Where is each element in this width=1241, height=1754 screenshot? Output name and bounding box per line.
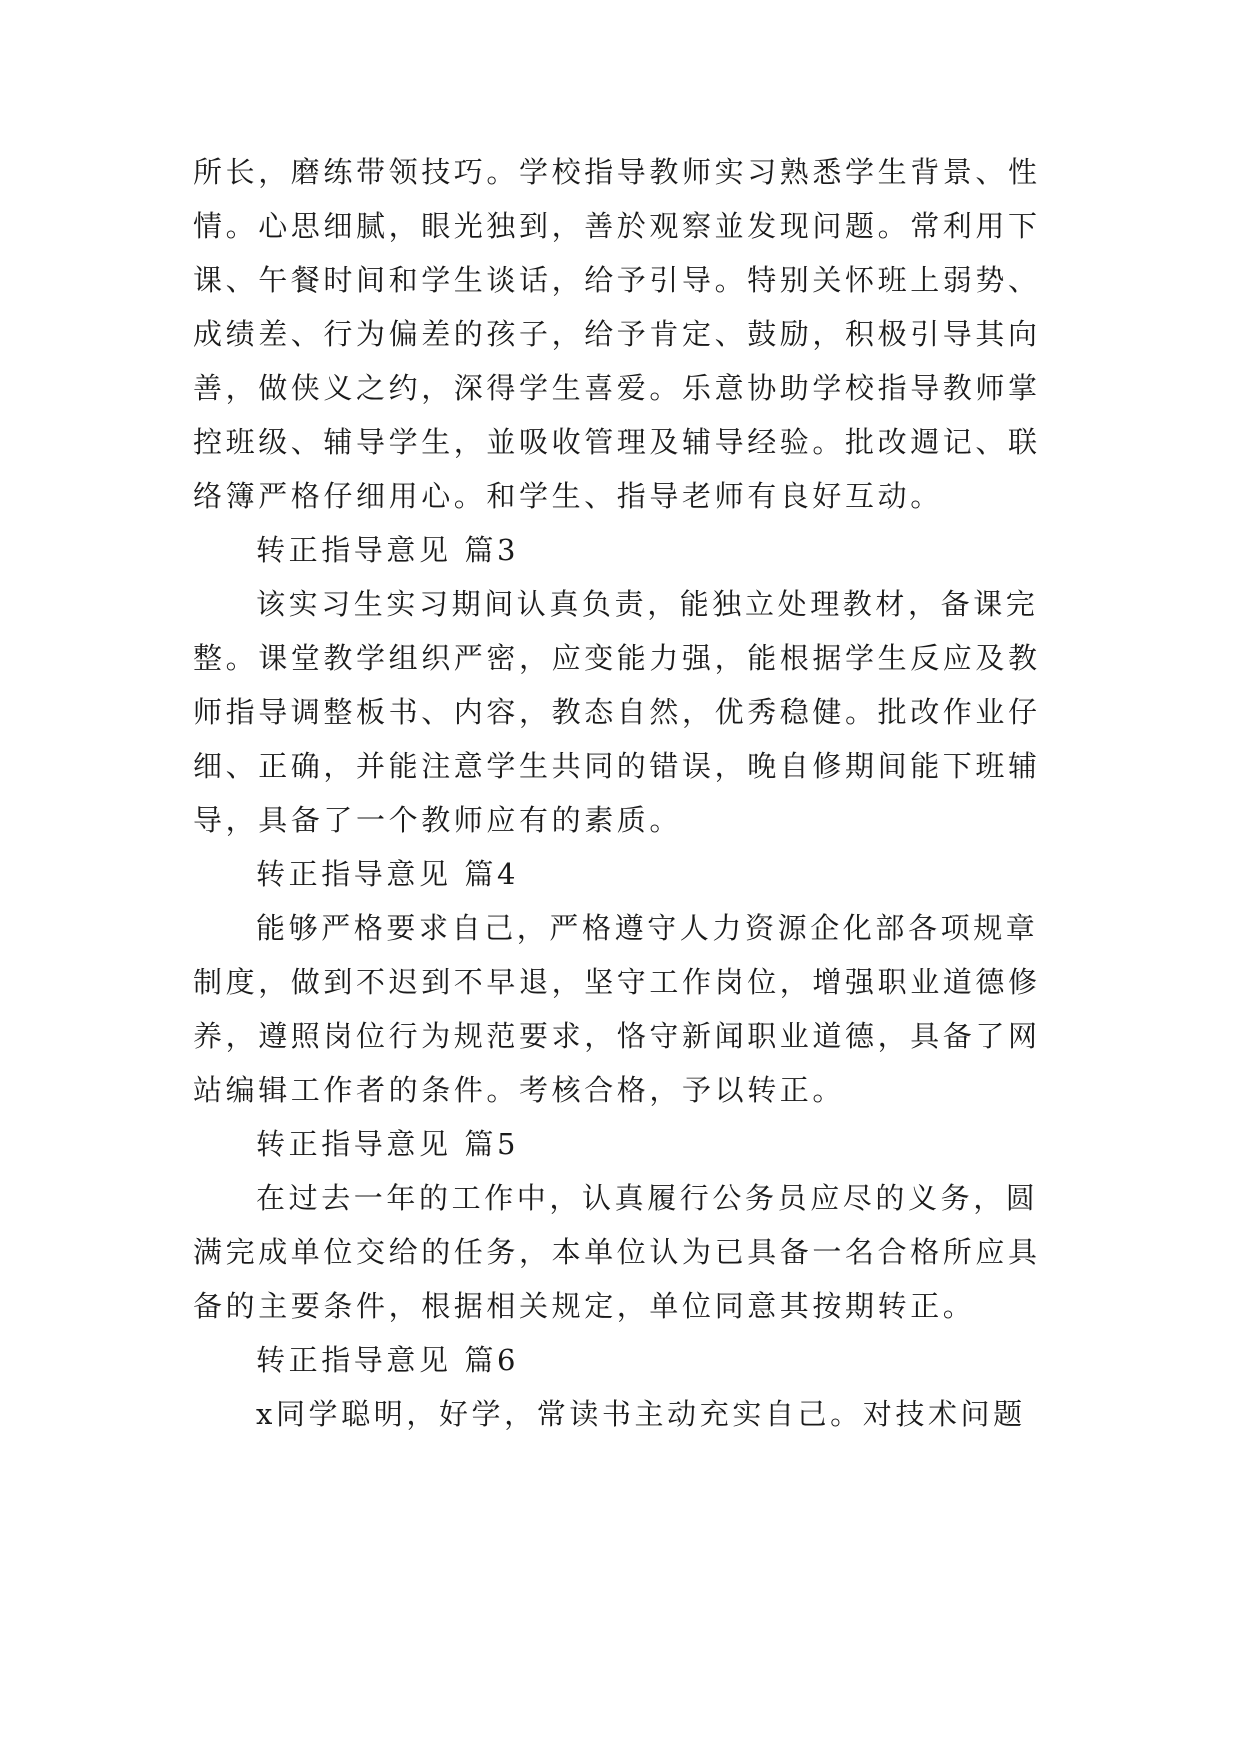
paragraph-first-line: x同学聪明，好学，常读书主动充实自己。对技术问题 [256,1397,1026,1431]
paragraph-first-line: 能够严格要求自己，严格遵守人力资源企化部各项规章 [256,911,1039,945]
section-heading: 转正指导意见 篇5 [256,1127,520,1161]
section-heading: 转正指导意见 篇4 [256,857,520,891]
text-line: 所长，磨练带领技巧。学校指导教师实习熟悉学生背景、性 [193,155,1041,189]
text-line: 师指导调整板书、内容，教态自然，优秀稳健。批改作业仔 [193,695,1041,729]
text-line: 情。心思细腻，眼光独到，善於观察並发现问题。常利用下 [193,209,1041,243]
text-line: 整。课堂教学组织严密，应变能力强，能根据学生反应及教 [193,641,1041,675]
paragraph-first-line: 在过去一年的工作中，认真履行公务员应尽的义务，圆 [256,1181,1039,1215]
text-line: 络簿严格仔细用心。和学生、指导老师有良好互动。 [193,479,943,513]
text-line: 满完成单位交给的任务，本单位认为已具备一名合格所应具 [193,1235,1041,1269]
section-heading: 转正指导意见 篇6 [256,1343,520,1377]
text-line: 课、午餐时间和学生谈话，给予引导。特别关怀班上弱势、 [193,263,1041,297]
text-line: 备的主要条件，根据相关规定，单位同意其按期转正。 [193,1289,976,1323]
text-line: 控班级、辅导学生，並吸收管理及辅导经验。批改週记、联 [193,425,1041,459]
paragraph-first-line: 该实习生实习期间认真负责，能独立处理教材，备课完 [256,587,1039,621]
text-line: 细、正确，并能注意学生共同的错误，晚自修期间能下班辅 [193,749,1041,783]
text-line: 养，遵照岗位行为规范要求，恪守新闻职业道德，具备了网 [193,1019,1041,1053]
text-line: 导，具备了一个教师应有的素质。 [193,803,683,837]
text-line: 成绩差、行为偏差的孩子，给予肯定、鼓励，积极引导其向 [193,317,1041,351]
text-line: 制度，做到不迟到不早退，坚守工作岗位，增强职业道德修 [193,965,1041,999]
text-line: 站编辑工作者的条件。考核合格，予以转正。 [193,1073,846,1107]
section-heading: 转正指导意见 篇3 [256,533,520,567]
text-line: 善，做侠义之约，深得学生喜爱。乐意协助学校指导教师掌 [193,371,1041,405]
